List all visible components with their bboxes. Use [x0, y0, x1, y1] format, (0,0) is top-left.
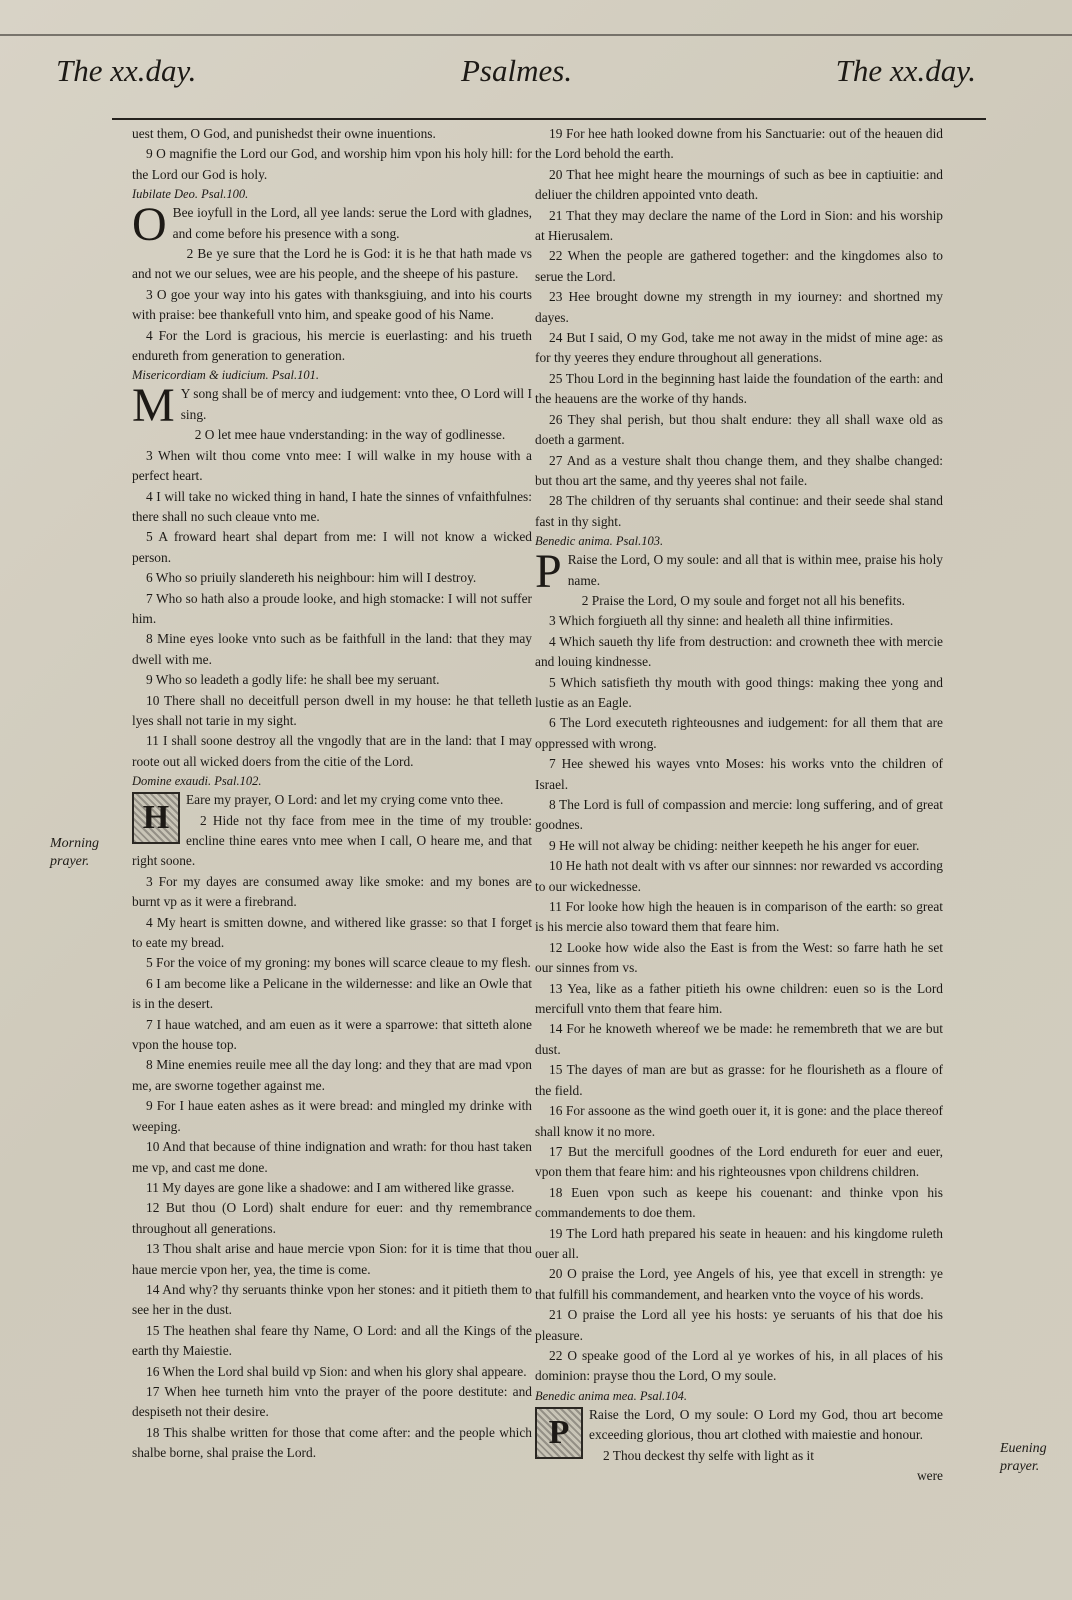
catchword: were	[916, 1468, 943, 1483]
verse: 18 Euen vpon such as keepe his couenant: and thinke vpon his commandements to doe them.	[535, 1184, 943, 1221]
verse: 9 For I haue eaten ashes as it were bread: and mingled my drinke with weeping.	[132, 1098, 532, 1134]
ornamental-initial: P	[535, 1407, 583, 1459]
verse: 2 Thou deckest thy selfe with light as it	[603, 1447, 814, 1463]
verse: 11 For looke how high the heauen is in comparison of the earth: so great is his mercie also toward them that feare him.	[535, 899, 943, 935]
psalm-heading-104: Benedic anima mea. Psal.104.	[535, 1388, 688, 1403]
verse: 6 I am become like a Pelicane in the wildernesse: and like an Owle that is in the desert.	[132, 975, 532, 1012]
verse: O Bee ioyfull in the Lord, all yee lands: serue the Lord with gladnes, and come before his presence with a song.	[132, 198, 532, 252]
verse: H Eare my prayer, O Lord: and let my crying come vnto thee.	[132, 790, 532, 810]
verse: 5 A froward heart shal depart from me: I will not know a wicked person.	[132, 529, 532, 565]
verse: 20 O praise the Lord, yee Angels of his, yee that excell in strength: ye that fulfill his commandement, and hearken vnto the voyce of his words.	[535, 1266, 943, 1302]
verse: 4 For the Lord is gracious, his mercie is euerlasting: and his trueth endureth from generation to generation.	[132, 327, 532, 364]
verse: 17 But the mercifull goodnes of the Lord endureth for euer and euer, vpon them that feare him: and his righteousnes vpon childrens children.	[535, 1143, 943, 1180]
verse: 3 Which forgiueth all thy sinne: and healeth all thine infirmities.	[549, 613, 894, 629]
verse: 16 For assoone as the wind goeth ouer it, it is gone: and the place thereof shall know it no more.	[535, 1103, 943, 1139]
psalm-heading-101: Misericordiam & iudicium. Psal.101.	[132, 368, 320, 383]
verse: 23 Hee brought downe my strength in my iourney: and shortned my dayes.	[535, 289, 943, 325]
margin-note-evening: Euening prayer.	[1000, 1441, 1047, 1474]
verse: 19 For hee hath looked downe from his Sanctuarie: out of the heauen did the Lord behold the earth.	[535, 126, 943, 162]
verse: 10 There shall no deceitfull person dwell in my house: he that telleth lyes shall not tarie in my sight.	[132, 692, 532, 728]
right-column	[535, 124, 943, 1486]
verse: 2 Be ye sure that the Lord he is God: it is he that hath made vs and not we our selues, wee are his people, and the sheepe of his pasture.	[132, 246, 532, 282]
verse: 5 For the voice of my groning: my bones will scarce cleaue to my flesh.	[146, 955, 531, 971]
verse: 2 Hide not thy face from mee in the time of my trouble: encline thine eares vnto mee when I call, O heare me, and that right soone.	[132, 812, 532, 869]
ornamental-initial: H	[132, 792, 180, 844]
verse: 18 This shalbe written for those that come after: and the people which shalbe borne, shal praise the Lord.	[132, 1424, 532, 1461]
psalm-heading-103: Benedic anima. Psal.103.	[535, 534, 664, 549]
verse: 9 Who so leadeth a godly life: he shall bee my seruant.	[146, 672, 440, 688]
verse: 27 And as a vesture shalt thou change them, and they shalbe changed: but thou art the same, and thy yeeres shal not faile.	[535, 452, 943, 488]
header-right: The xx.day.	[835, 53, 976, 88]
verse: 7 I haue watched, and am euen as it were a sparrowe: that sitteth alone vpon the house top.	[132, 1016, 532, 1053]
verse: 4 Which saueth thy life from destruction: and crowneth thee with mercie and louing kindnesse.	[535, 633, 943, 670]
verse: 4 My heart is smitten downe, and withered like grasse: so that I forget to eate my bread.	[132, 914, 532, 951]
verse: 10 He hath not dealt with vs after our sinnnes: nor rewarded vs according to our wickednesse.	[535, 858, 943, 894]
verse: 20 That hee might heare the mournings of such as bee in captiuitie: and deliuer the children appointed vnto death.	[535, 166, 943, 203]
verse: 21 That they may declare the name of the Lord in Sion: and his worship at Hierusalem.	[535, 207, 943, 244]
psalm-heading-100: Iubilate Deo. Psal.100.	[132, 187, 249, 202]
verse: P Raise the Lord, O my soule: O Lord my God, thou art become exceeding glorious, thou art clothed with maiestie and honour.	[535, 1405, 943, 1446]
verse: P Raise the Lord, O my soule: and all that is within mee, praise his holy name.	[535, 545, 943, 599]
verse: 2 Praise the Lord, O my soule and forget not all his benefits.	[581, 592, 906, 608]
verse: 10 And that because of thine indignation and wrath: for thou hast taken me vp, and cast me done.	[132, 1139, 532, 1175]
header-title: Psalmes.	[461, 53, 573, 88]
verse: 7 Who so hath also a proude looke, and high stomacke: I will not suffer him.	[132, 590, 532, 626]
psalm-heading-102: Domine exaudi. Psal.102.	[132, 774, 262, 789]
verse: 7 Hee shewed his wayes vnto Moses: his works vnto the children of Israel.	[535, 756, 943, 792]
verse: 14 And why? thy seruants thinke vpon her stones: and it pitieth them to see her in the dust.	[132, 1281, 532, 1318]
margin-note-morning: Morning prayer.	[50, 836, 99, 869]
verse: M Y song shall be of mercy and iudgement: vnto thee, O Lord will I sing.	[132, 379, 532, 433]
verse: 3 When wilt thou come vnto mee: I will walke in my house with a perfect heart.	[132, 447, 532, 484]
verse: 8 Mine eyes looke vnto such as be faithfull in the land: that they may dwell with me.	[132, 631, 532, 667]
verse: 2 O let mee haue vnderstanding: in the way of godlinesse.	[194, 427, 506, 443]
drop-cap: M	[132, 379, 175, 433]
verse: 28 The children of thy seruants shal continue: and their seede shal stand fast in thy sight.	[535, 493, 943, 529]
verse: 16 When the Lord shal build vp Sion: and when his glory shal appeare.	[146, 1363, 527, 1379]
verse: 15 The dayes of man are but as grasse: for he flourisheth as a floure of the field.	[535, 1062, 943, 1098]
verse: 19 The Lord hath prepared his seate in heauen: and his kingdome ruleth ouer all.	[535, 1225, 943, 1261]
verse: 12 But thou (O Lord) shalt endure for euer: and thy remembrance throughout all generations.	[132, 1200, 532, 1236]
drop-cap: O	[132, 198, 167, 252]
verse: 5 Which satisfieth thy mouth with good things: making thee yong and lustie as an Eagle.	[535, 674, 943, 710]
verse: uest them, O God, and punishedst their owne inuentions.	[132, 126, 436, 141]
verse: 3 For my dayes are consumed away like smoke: and my bones are burnt vp as it were a firebrand.	[132, 873, 532, 910]
verse: 26 They shal perish, but thou shalt endure: they all shall waxe old as doeth a garment.	[535, 411, 943, 448]
verse: 15 The heathen shal feare thy Name, O Lord: and all the Kings of the earth thy Maiestie.	[132, 1322, 532, 1359]
verse: 9 He will not alway be chiding: neither keepeth he his anger for euer.	[549, 837, 920, 853]
verse: 8 Mine enemies reuile mee all the day long: and they that are mad vpon me, are sworne together against me.	[132, 1057, 532, 1093]
verse: 22 When the people are gathered together: and the kingdomes also to serue the Lord.	[535, 248, 943, 284]
verse: 13 Yea, like as a father pitieth his owne children: euen so is the Lord mercifull vnto them that feare him.	[535, 980, 943, 1017]
verse: 8 The Lord is full of compassion and mercie: long suffering, and of great goodnes.	[535, 797, 943, 833]
verse: 3 O goe your way into his gates with thanksgiuing, and into his courts with praise: bee thankefull vnto him, and speake good of his Name.	[132, 286, 532, 323]
drop-cap: P	[535, 545, 562, 599]
verse: 4 I will take no wicked thing in hand, I hate the sinnes of vnfaithfulnes: there shall no such cleaue vnto me.	[132, 488, 532, 524]
verse: 14 For he knoweth whereof we be made: he remembreth that we are but dust.	[535, 1021, 943, 1057]
verse: 9 O magnifie the Lord our God, and worship him vpon his holy hill: for the Lord our God is holy.	[132, 146, 532, 182]
header-rule	[112, 118, 986, 120]
verse: 22 O speake good of the Lord al ye workes of his, in all places of his dominion: prayse thou the Lord, O my soule.	[535, 1347, 943, 1384]
verse: 6 The Lord executeth righteousnes and iudgement: for all them that are oppressed with wrong.	[535, 715, 943, 751]
verse: 6 Who so priuily slandereth his neighbour: him will I destroy.	[146, 570, 477, 586]
verse: 25 Thou Lord in the beginning hast laide the foundation of the earth: and the heauens are the worke of thy hands.	[535, 370, 943, 407]
verse: 13 Thou shalt arise and haue mercie vpon Sion: for it is time that thou haue mercie vpon her, yea, the time is come.	[132, 1241, 532, 1277]
header-left: The xx.day.	[56, 53, 197, 88]
verse: 17 When hee turneth him vnto the prayer of the poore destitute: and despiseth not their desire.	[132, 1383, 532, 1420]
running-header	[56, 48, 976, 94]
left-column	[132, 124, 532, 1464]
verse: 24 But I said, O my God, take me not away in the midst of mine age: as for thy yeeres they endure throughout all generations.	[535, 330, 943, 366]
verse: 12 Looke how wide also the East is from the West: so farre hath he set our sinnes from vs.	[535, 939, 943, 976]
verse: 21 O praise the Lord all yee his hosts: ye seruants of his that doe his pleasure.	[535, 1307, 943, 1343]
fold-line	[0, 34, 1072, 36]
verse: 11 I shall soone destroy all the vngodly that are in the land: that I may roote out all wicked doers from the citie of the Lord.	[132, 733, 532, 769]
verse: 11 My dayes are gone like a shadowe: and I am withered like grasse.	[146, 1179, 515, 1195]
